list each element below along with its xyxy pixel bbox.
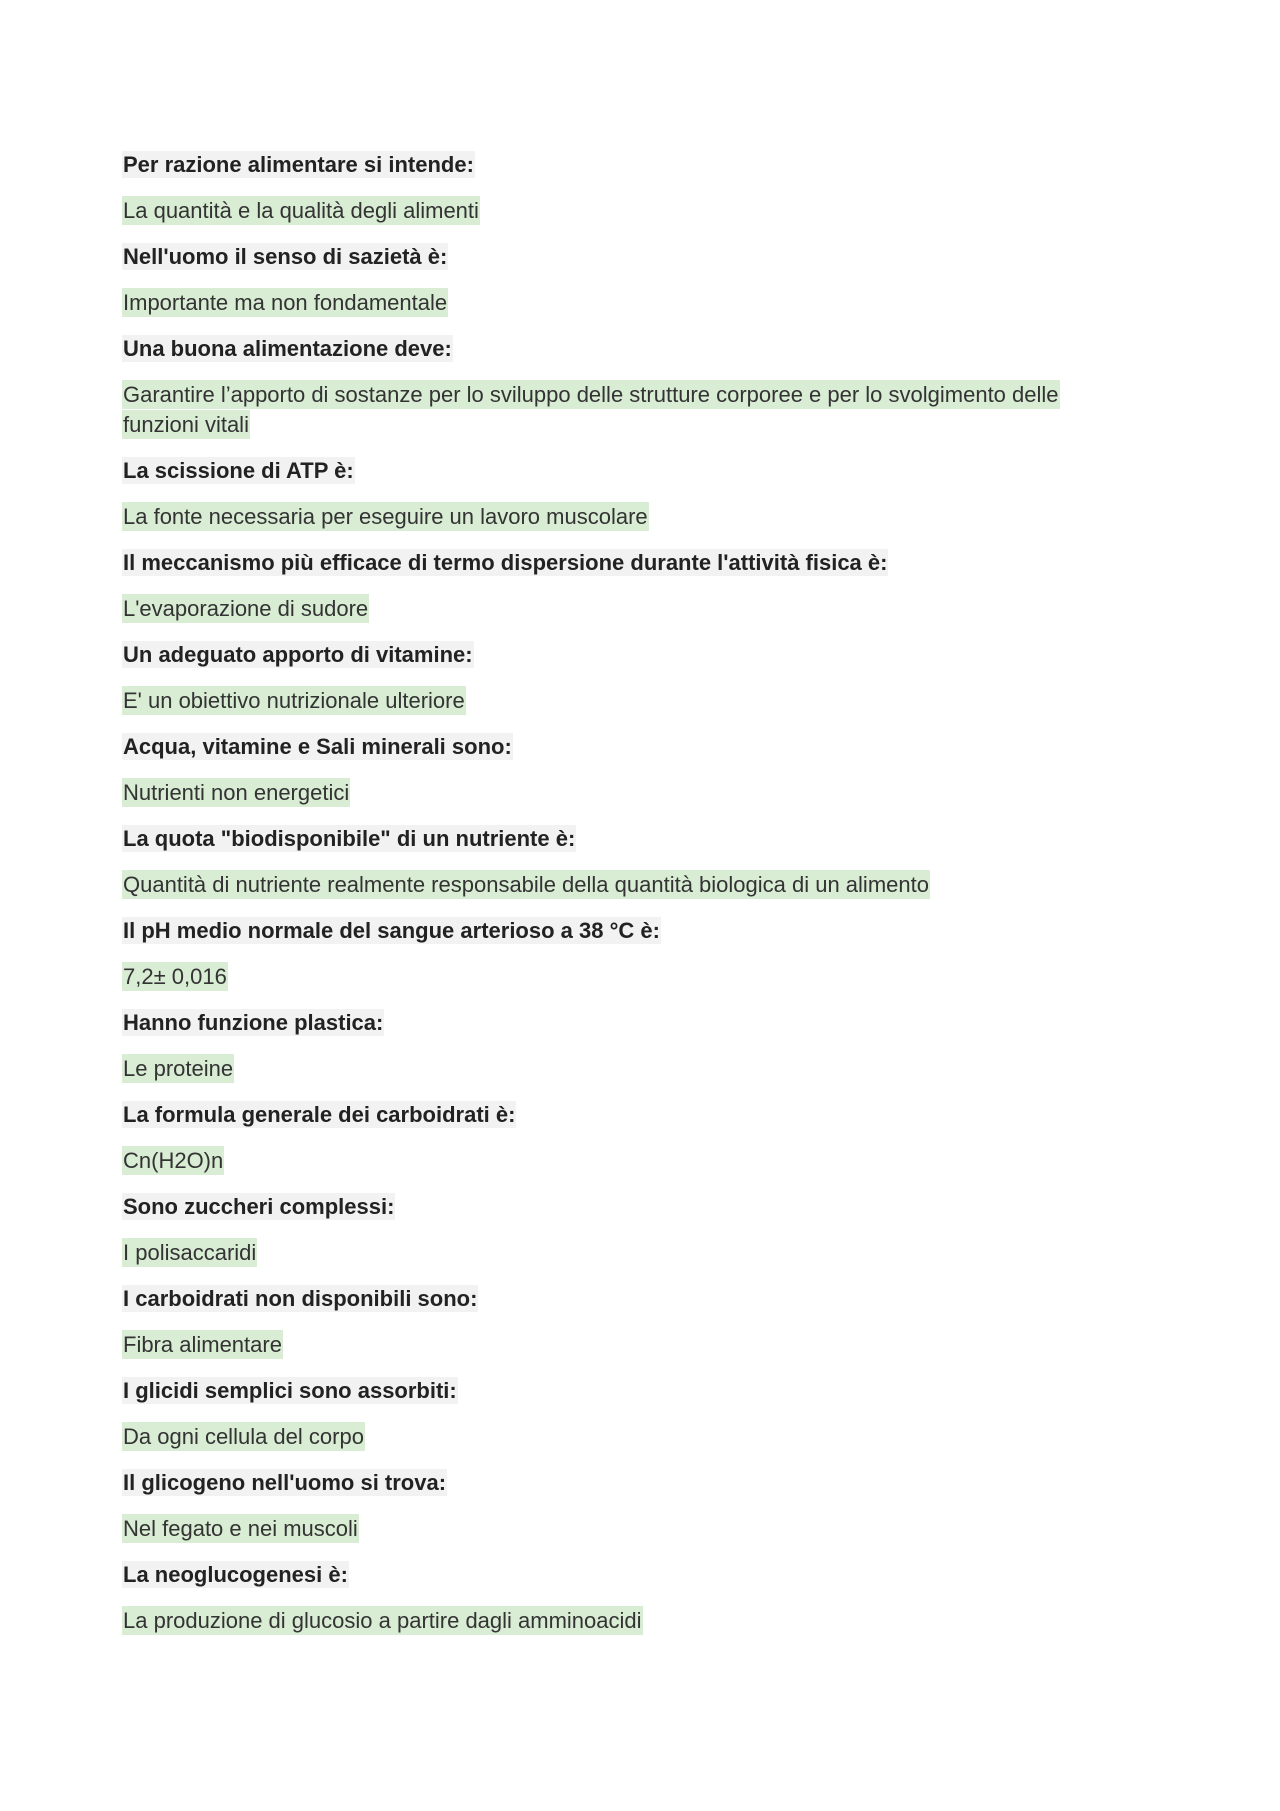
question: Il pH medio normale del sangue arterioso a 38 °C è:: [123, 918, 660, 943]
answer: E' un obiettivo nutrizionale ulteriore: [123, 688, 465, 713]
question: Nell'uomo il senso di sazietà è:: [123, 244, 448, 269]
qa-list: [122, 150, 1122, 1652]
answer: La produzione di glucosio a partire dagli amminoacidi: [123, 1608, 642, 1633]
answer: Cn(H2O)n: [123, 1148, 224, 1173]
question: Hanno funzione plastica:: [123, 1010, 384, 1035]
answer: Importante ma non fondamentale: [123, 290, 448, 315]
qa-item: [122, 548, 1122, 624]
question: Il meccanismo più efficace di termo dispersione durante l'attività fisica è:: [123, 550, 888, 575]
answer: Da ogni cellula del corpo: [123, 1424, 364, 1449]
question: I carboidrati non disponibili sono:: [123, 1286, 478, 1311]
qa-item: [122, 1284, 1122, 1360]
qa-item: [122, 1468, 1122, 1544]
qa-item: [122, 824, 1122, 900]
question: Per razione alimentare si intende:: [123, 152, 474, 177]
qa-item: [122, 242, 1122, 318]
question: Sono zuccheri complessi:: [123, 1194, 395, 1219]
answer: 7,2± 0,016: [123, 964, 227, 989]
answer: Nutrienti non energetici: [123, 780, 350, 805]
question: I glicidi semplici sono assorbiti:: [123, 1378, 457, 1403]
qa-item: [122, 1008, 1122, 1084]
qa-item: [122, 1192, 1122, 1268]
answer: Nel fegato e nei muscoli: [123, 1516, 358, 1541]
answer: L'evaporazione di sudore: [123, 596, 369, 621]
question: La scissione di ATP è:: [123, 458, 354, 483]
answer: La quantità e la qualità degli alimenti: [123, 198, 479, 223]
qa-item: [122, 1560, 1122, 1636]
answer: Fibra alimentare: [123, 1332, 282, 1357]
qa-item: [122, 456, 1122, 532]
question: Il glicogeno nell'uomo si trova:: [123, 1470, 447, 1495]
qa-item: [122, 150, 1122, 226]
qa-item: [122, 1376, 1122, 1452]
answer: I polisaccaridi: [123, 1240, 257, 1265]
question: Una buona alimentazione deve:: [123, 336, 452, 361]
question: Acqua, vitamine e Sali minerali sono:: [123, 734, 512, 759]
question: La neoglucogenesi è:: [123, 1562, 348, 1587]
qa-item: [122, 1100, 1122, 1176]
question: Un adeguato apporto di vitamine:: [123, 642, 473, 667]
qa-item: [122, 732, 1122, 808]
question: La quota "biodisponibile" di un nutriente è:: [123, 826, 576, 851]
qa-item: [122, 334, 1122, 440]
answer: La fonte necessaria per eseguire un lavoro muscolare: [123, 504, 648, 529]
question: La formula generale dei carboidrati è:: [123, 1102, 516, 1127]
answer: Le proteine: [123, 1056, 234, 1081]
qa-item: [122, 640, 1122, 716]
qa-item: [122, 916, 1122, 992]
answer: Quantità di nutriente realmente responsabile della quantità biologica di un alimento: [123, 872, 929, 897]
answer: Garantire l’apporto di sostanze per lo sviluppo delle strutture corporee e per lo svolgimento delle funzioni vitali: [123, 382, 1059, 437]
